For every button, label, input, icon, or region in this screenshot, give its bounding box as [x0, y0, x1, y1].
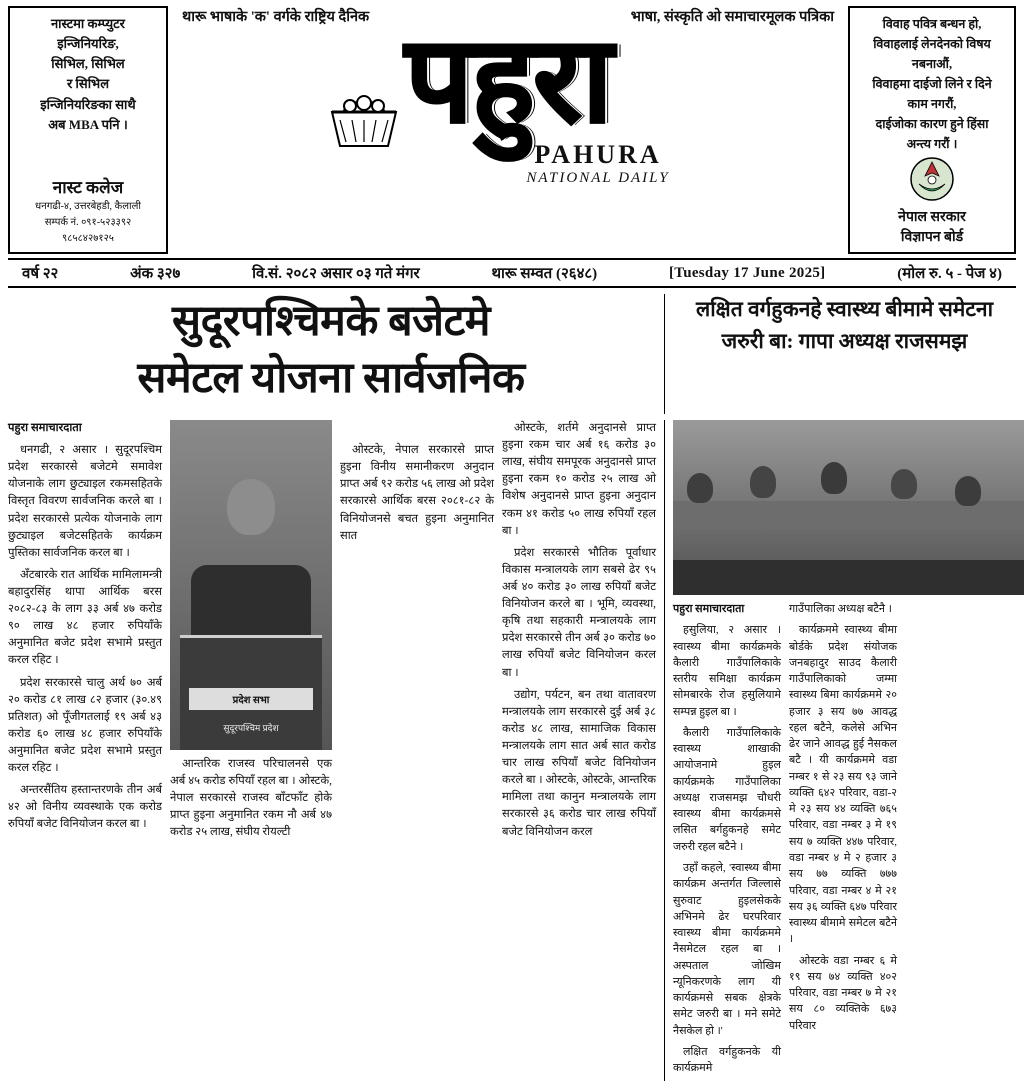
- lead-col3-para-1: ओस्टके, शर्तमे अनुदानसे प्राप्त हुइना रकम चार अर्ब १६ करोड ३० लाख, संघीय समपूरक अनुदानसे प्राप्त हुइना रकम १० करोड २५ लाख ओ विशेष अनुदानसे प्राप्त हुइना अनुदान रकम ४१ करोड ५० लाख रुपियाँ रहल बा ।: [502, 422, 656, 537]
- left-ad-contact: सम्पर्क नं. ०९१-५२३३९२: [44, 217, 132, 228]
- tharu-year: थारू सम्वत (२६४८): [491, 266, 598, 282]
- podium-sublabel: सुदूरपश्चिम प्रदेश: [223, 722, 279, 733]
- left-advertisement: [8, 6, 168, 254]
- attendee-3: [821, 462, 847, 494]
- tagline-left: थारू भाषाके 'क' वर्गके राष्ट्रिय दैनिक: [182, 9, 370, 25]
- attendee-5: [955, 476, 981, 506]
- lead-headline-line-1: सुदूरपश्चिमके बजेटमे: [172, 298, 490, 345]
- headline-zone: [8, 294, 1016, 414]
- secondary-col1-para-3: उहाँ कहले, 'स्वास्थ्य बीमा कार्यक्रम अन्तर्गत जिल्लासे सुरुवाट हुइलसेकके अभिनमे ढेर घरपरिवार स्वास्थ्य बीमा कार्यक्रममे नैसमेटल रहल बा । अस्पताल जोखिम न्यूनिकरणके लाग यी कार्यक्रमसे सबक क्षेत्रके समेट जरुरी बा । मने समेटे नैसकेल हो ।': [673, 861, 781, 1037]
- lead-headline-line-2: समेटल योजना सार्वजनिक: [137, 354, 525, 402]
- newspaper-logo: पहुरा: [404, 13, 612, 147]
- secondary-story: [664, 420, 1016, 1081]
- right-ad-line-5: काम नगरौं,: [907, 97, 957, 111]
- podium-label: [189, 688, 312, 710]
- left-ad-brand: नास्ट कलेज: [52, 178, 124, 197]
- issue-number: अंक ३२७: [130, 266, 181, 282]
- basket-icon: [324, 90, 404, 150]
- right-ad-lines: [854, 14, 1010, 154]
- lead-headline: [8, 294, 654, 414]
- secondary-headline: [664, 294, 1016, 414]
- secondary-col1-para-1: हसुलिया, २ असार । स्वास्थ्य बीमा कार्यक्रमके कैलारी गाउँपालिकाके स्तरीय समिक्षा कार्यक्रम सोमबारके रोज हसुलियामे सम्पन्न हुइल बा ।: [673, 624, 781, 718]
- left-ad-phone: ९८५८४२७१२५: [62, 233, 114, 244]
- lead-col1-para-3: प्रदेश सरकारसे चालु अर्थ ७० अर्ब २० करोड ८१ लाख ८२ हजार (३०.४९ प्रतिशत) ओ पूँजीगतलाई १९ अर्ब ४३ करोड ६० लाख ४८ हजार रुपियाँके अनुमानित बजेट प्रदेश सभामे प्रस्तुत करल रहिट ।: [8, 676, 162, 775]
- roman-name: PAHURA: [534, 139, 662, 169]
- left-ad-line-3: सिभिल, सिभिल: [51, 56, 125, 72]
- secondary-photo: [673, 420, 1024, 595]
- nepal-emblem-icon: [909, 156, 955, 202]
- left-ad-line-5: इन्जिनियरिङका साथै: [40, 96, 136, 112]
- attendee-2: [750, 466, 776, 498]
- left-ad-address: धनगढी-४, उत्तरबेहडी, कैलाली: [35, 201, 141, 212]
- secondary-headline-line-2: जरुरी बा: गापा अध्यक्ष राजसमझ: [721, 328, 968, 353]
- gov-line-1: नेपाल सरकार: [898, 210, 966, 225]
- speaker-head: [227, 479, 275, 535]
- right-ad-line-4: विवाहमा दाईजो लिने र दिने: [872, 77, 992, 91]
- lead-story-column-2b: [340, 420, 494, 1081]
- secondary-story-columns: [673, 601, 1016, 1081]
- lead-byline: पहुरा समाचारदाता: [8, 422, 82, 434]
- tagline-right: भाषा, संस्कृति ओ समाचारमूलक पत्रिका: [630, 9, 834, 25]
- issue-info-bar: [8, 258, 1016, 288]
- lead-photo: [170, 420, 332, 750]
- english-date: [Tuesday 17 June 2025]: [668, 264, 826, 281]
- left-ad-line-6: अब MBA पनि ।: [48, 116, 128, 132]
- gov-line-2: विज्ञापन बोर्ड: [900, 229, 964, 245]
- right-advertisement: [848, 6, 1016, 254]
- left-ad-lines: [14, 14, 162, 135]
- lead-col2-para-1: आन्तरिक राजस्व परिचालनसे एक अर्ब ४५ करोड रुपियाँ रहल बा । ओस्टके, नेपाल सरकारसे राजस्व बाँटफाँट होके प्राप्त हुइना अनुमानित रकम नौ अर्ब ४७ करोड २५ लाख, संघीय रोयल्टी: [170, 758, 332, 839]
- right-ad-line-3: नबनाऔं,: [911, 57, 953, 71]
- secondary-headline-line-1: लक्षित वर्गहुकनहे स्वास्थ्य बीमामे समेटना: [695, 297, 994, 321]
- nepali-date: वि.सं. २०८२ असार ०३ गते मंगर: [252, 266, 420, 282]
- masthead: [8, 6, 1016, 254]
- body-zone: [8, 420, 1016, 1081]
- secondary-col1-para-2: कैलारी गाउँपालिकाके स्वास्थ्य शाखाकी आयोजनामे हुइल कार्यक्रमके गाउँपालिका अध्यक्ष राजसमझ चौधरी स्वास्थ्य बीमा कार्यक्रमसे लसित बर्गहुकनहे समेट जरुरी रहल बटैने ।: [673, 726, 781, 853]
- right-ad-line-2: विवाहलाई लेनदेनको विषय: [873, 37, 991, 51]
- secondary-column-1: [673, 601, 781, 1081]
- secondary-col2-para-1: गाउँपालिका अध्यक्ष बटैनै ।: [789, 603, 892, 615]
- podium-label-text: प्रदेश सभा: [232, 695, 270, 707]
- left-ad-line-4: र सिभिल: [66, 76, 110, 92]
- lead-story-column-2: [170, 756, 332, 842]
- lead-col3-para-3: उद्योग, पर्यटन, बन तथा वातावरण मन्त्रालयके लाग सरकारसे दुई अर्ब ३८ करोड ४८ लाख, सामाजिक विकास मन्त्रालयके लाग सात अर्ब सात करोड चार लाख रुपियाँ बजेट विनियोजन करले बा । ओस्टके, ओस्टके, आन्तरिक मामिला तथा कानुन मन्त्रालयके लाग सरकारसे ३६ करोड चार लाख रुपियाँ बजेट विनियोजन करल: [502, 688, 656, 838]
- lead-col1-para-4: अन्तरसैंतिय हस्तान्तरणके तीन अर्ब ४२ ओ विनीय व्यवस्थाके एक करोड रुपियाँ बजेट विनियोजन करल बा ।: [8, 784, 162, 831]
- masthead-center: [174, 6, 842, 254]
- foreground-shadow: [673, 560, 1024, 595]
- volume-label: वर्ष २२: [22, 266, 59, 282]
- right-ad-line-6: दाईजोका कारण हुने हिंसा: [875, 117, 989, 131]
- secondary-col2-para-3: ओस्टके वडा नम्बर ६ मे १९ सय ७४ व्यक्ति ४०२ परिवार, वडा नम्बर ७ मे २१ सय ८० व्यक्तिके ६७३ परिवार: [789, 954, 897, 1032]
- left-ad-line-2: इन्जिनियरिङ,: [57, 36, 119, 52]
- secondary-col1-para-4: लक्षित वर्गहुकनके यी कार्यक्रममे: [673, 1045, 781, 1075]
- left-ad-line-1: नास्टमा कम्प्युटर: [50, 16, 126, 31]
- secondary-column-2: [789, 601, 897, 1081]
- lead-photo-column: [170, 420, 332, 1081]
- right-ad-line-1: विवाह पवित्र बन्धन हो,: [882, 17, 982, 31]
- lead-col2b-para-1: ओस्टके, नेपाल सरकारसे प्राप्त हुइना विनीय समानीकरण अनुदान प्राप्त अर्ब ९२ करोड ५६ लाख ओ प्रदेश सरकारसे आर्थिक बरस २०८१-८२ के विनियोजनसे बचत हुइना अनुमानित सात: [340, 444, 494, 542]
- attendee-4: [891, 469, 917, 499]
- attendee-1: [687, 473, 713, 503]
- secondary-byline: पहुरा समाचारदाता: [673, 603, 745, 615]
- lead-story-column-1: [8, 420, 162, 1081]
- lead-col1-para-1: धनगढी, २ असार । सुदूरपश्चिम प्रदेश सरकारसे बजेटमे समावेश योजनाके लाग छुट्याइल रकमसहितके विस्तृत विवरण सार्वजनिक करले बा । प्रदेश सरकारसे प्रत्येक योजनाके लाग छुट्याइल बजेटसहितके कार्यक्रम पुस्तिका सार्वजनिक करल बा ।: [8, 444, 162, 559]
- lead-story-column-3: [502, 420, 656, 1081]
- roman-subtitle: NATIONAL DAILY: [526, 169, 670, 186]
- lead-col1-para-2: अँटबारके रात आर्थिक मामिलामन्त्री बहादुरसिंह थापा आर्थिक बरस २०८२-८३ के लाग ३३ अर्ब ४७ करोड ९० लाख ४८ हजार रुपियाँके अनुमानित बजेट प्रदेश सभामे प्रस्तुत करल रहिट ।: [8, 568, 162, 667]
- secondary-col2-para-2: कार्यक्रममे स्वास्थ्य बीमा बोर्डके प्रदेश संयोजक जनबहादुर साउद कैलारी गाउँपालिकाको जम्मा स्वास्थ्य बिमा कार्यक्रममे २० हजार ३ सय ७७ आवद्ध रहल बटैने, कलेसे अभिन ढेर जाने आवद्ध हुई नैसकल बटै । यी कार्यक्रममे वडा नम्बर १ से २३ सय ९३ जाने व्यक्ति ६४२ परिवार, वडा-२ मे २३ सय ४४ व्यक्ति ७६५ परिवार, वडा नम्बर ३ मे १९ सय ७ व्यक्ति ४४७ परिवार, वडा नम्बर ४ मे २ हजार ३ सय ७७ व्यक्ति ७७७ परिवार, वडा नम्बर ४ मे २१ सय ३६ व्यक्ति ६४७ परिवार स्वास्थ्य बीमामे समेटल बटैने ।: [789, 624, 897, 946]
- right-ad-line-7: अन्त्य गरौं ।: [906, 137, 958, 151]
- price-pages: (मोल रु. ५ - पेज ४): [897, 266, 1002, 282]
- lead-col3-para-2: प्रदेश सरकारसे भौतिक पूर्वाधार विकास मन्त्रालयके लाग सबसे ढेर ९५ अर्ब ४० करोड ३० लाख रुपियाँ बजेट विनियोजन करले बा । भूमि, व्यवस्था, कृषि तथा सहकारी मन्त्रालयके लाग प्रदेश सरकारसे तीन अर्ब ३० करोड ७० लाख रुपियाँ बजेट विनियोजन करल बा ।: [502, 546, 656, 679]
